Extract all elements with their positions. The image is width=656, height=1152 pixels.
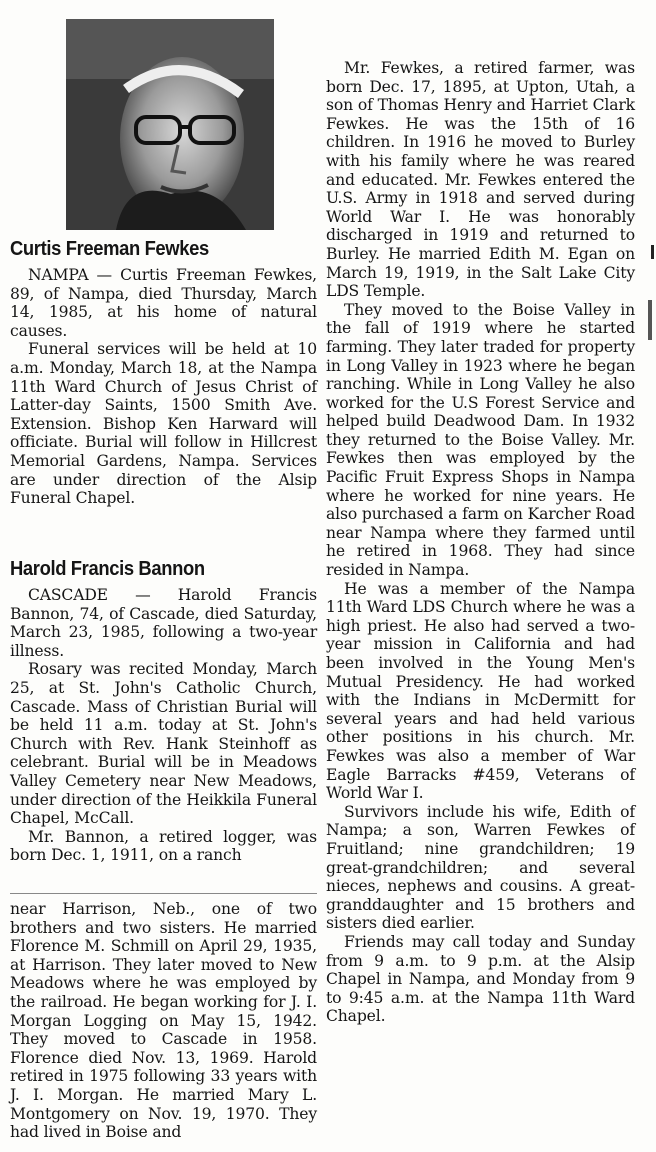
bannon-paragraph-2: Rosary was recited Monday, March 25, at St. John's Catholic Church, Cascade. Mass of Christian Burial will be held 11 a.m. today at St. John's Church with Rev. Hank Steinhoff as celebrant. Burial will be in Meadows Valley Cemetery near New Meadows, under direction of the Heikkila Funeral Chapel, McCall. <box>10 660 317 828</box>
fewkes-right-column <box>326 59 635 1026</box>
bannon-paragraph-4: near Harrison, Neb., one of two brothers and two sisters. He married Florence M. Schmill on April 29, 1935, at Harrison. They later moved to New Meadows where he was employed by the railroad. He began working for J. I. Morgan Logging on May 15, 1942. They moved to Cascade in 1958. Florence died Nov. 13, 1969. Harold retired in 1975 following 33 years with J. I. Morgan. He married Mary L. Montgomery on Nov. 19, 1970. They had lived in Boise and <box>10 900 317 1142</box>
continuation-rule <box>10 893 317 894</box>
headline-bannon: Harold Francis Bannon <box>10 558 205 580</box>
fewkes-paragraph-1: NAMPA — Curtis Freeman Fewkes, 89, of Nampa, died Thursday, March 14, 1985, at his home of natural causes. <box>10 266 317 340</box>
bannon-column-top <box>10 586 317 865</box>
adjacent-column-fragment-2 <box>648 300 652 340</box>
fewkes-paragraph-3: Mr. Fewkes, a retired farmer, was born Dec. 17, 1895, at Upton, Utah, a son of Thomas Henry and Harriet Clark Fewkes. He was the 15th of 16 children. In 1916 he moved to Burley with his family where he was reared and educated. Mr. Fewkes entered the U.S. Army in 1918 and served during World War I. He was honorably discharged in 1919 and returned to Burley. He married Edith M. Egan on March 19, 1919, in the Salt Lake City LDS Temple. <box>326 59 635 301</box>
fewkes-paragraph-5: He was a member of the Nampa 11th Ward LDS Church where he was a high priest. He also had served a two-year mission in California and had been involved in the Young Men's Mutual Presidency. He had worked with the Indians in McDermitt for several years and had held various other positions in his church. Mr. Fewkes was also a member of War Eagle Barracks #459, Veterans of World War I. <box>326 579 635 803</box>
headline-fewkes: Curtis Freeman Fewkes <box>10 238 209 260</box>
fewkes-paragraph-7: Friends may call today and Sunday from 9 a.m. to 9 p.m. at the Alsip Chapel in Nampa, and Monday from 9 to 9:45 a.m. at the Nampa 11th Ward Chapel. <box>326 932 635 1026</box>
fewkes-paragraph-4: They moved to the Boise Valley in the fall of 1919 where he started farming. They later traded for property in Long Valley in 1923 where he began ranching. While in Long Valley he also worked for the U.S Forest Service and helped build Deadwood Dam. In 1932 they returned to the Boise Valley. Mr. Fewkes then was employed by the Pacific Fruit Express Shops in Nampa where he worked for nine years. He also purchased a farm on Karcher Road near Nampa where they farmed until he retired in 1968. They had since resided in Nampa. <box>326 300 635 580</box>
adjacent-column-fragment <box>651 245 654 259</box>
fewkes-paragraph-2: Funeral services will be held at 10 a.m. Monday, March 18, at the Nampa 11th Ward Church of Jesus Christ of Latter-day Saints, 1500 Smith Ave. Extension. Bishop Ken Harward will officiate. Burial will follow in Hillcrest Memorial Gardens, Nampa. Services are under direction of the Alsip Funeral Chapel. <box>10 340 317 508</box>
fewkes-intro-column <box>10 266 317 508</box>
bannon-paragraph-1: CASCADE — Harold Francis Bannon, 74, of Cascade, died Saturday, March 23, 1985, following a two-year illness. <box>10 586 317 660</box>
bannon-paragraph-3: Mr. Bannon, a retired logger, was born Dec. 1, 1911, on a ranch <box>10 827 317 865</box>
portrait-image <box>66 19 274 230</box>
bannon-column-continued <box>10 900 317 1142</box>
fewkes-paragraph-6: Survivors include his wife, Edith of Nampa; a son, Warren Fewkes of Fruitland; nine grandchildren; 19 great-grandchildren; and several nieces, nephews and cousins. A great-granddaughter and 15 brothers and sisters died earlier. <box>326 802 635 933</box>
portrait-photo <box>66 19 274 230</box>
